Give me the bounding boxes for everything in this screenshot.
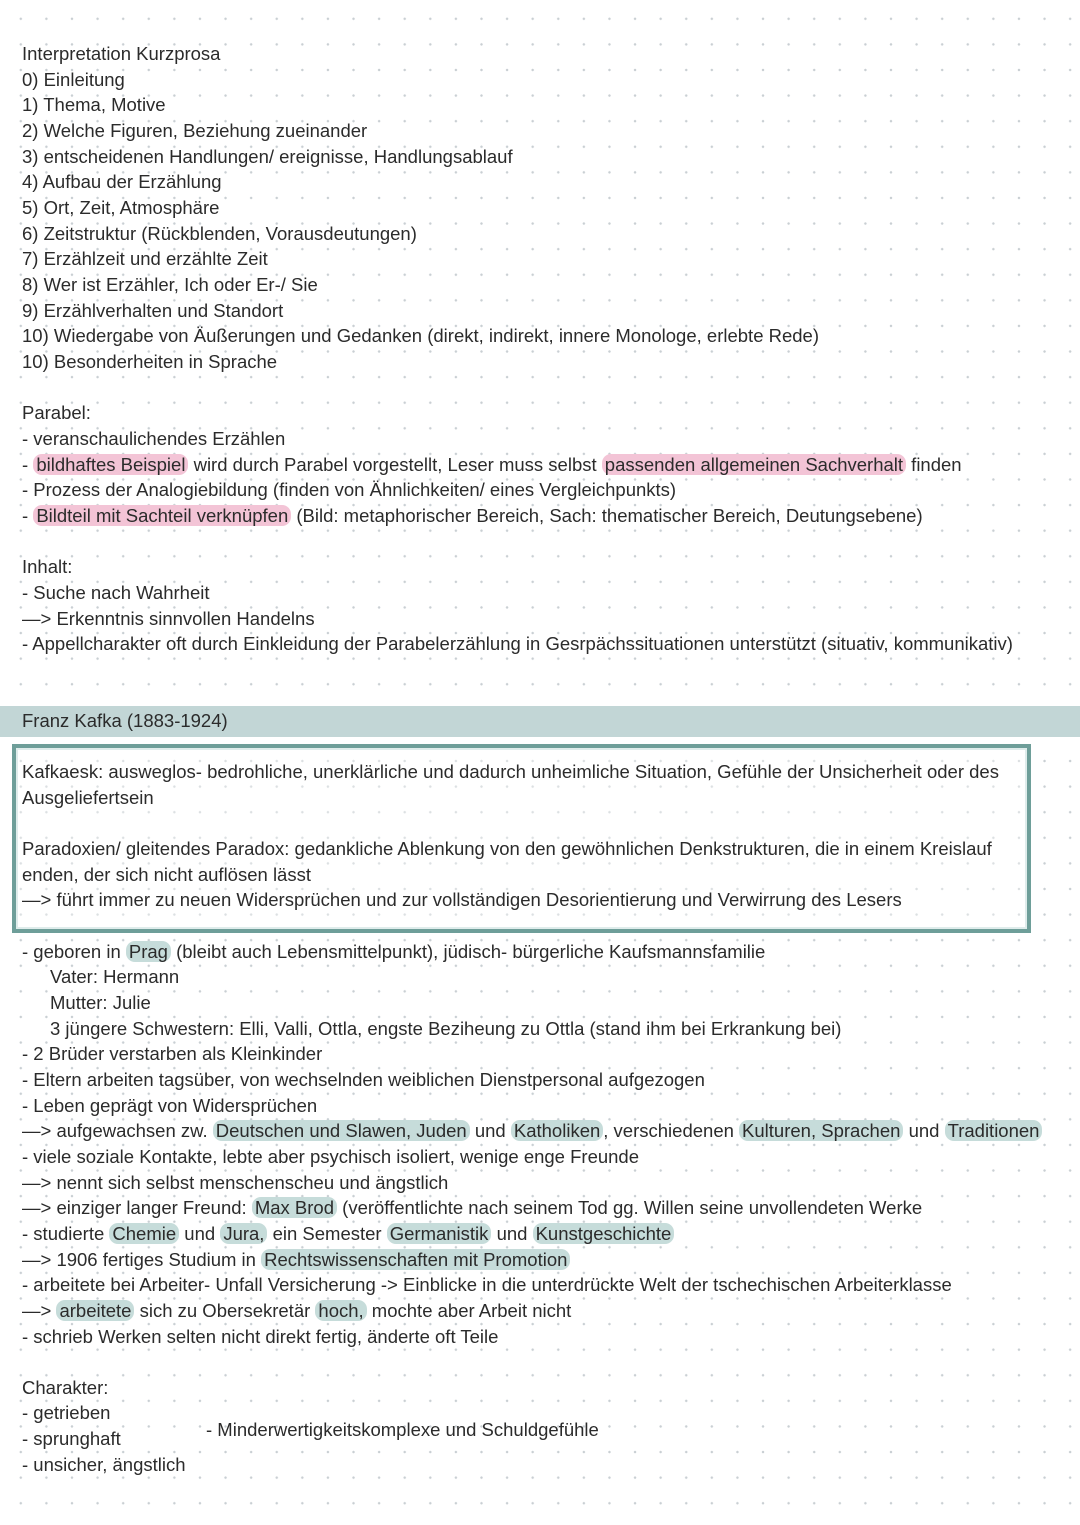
bio-line: 3 jüngere Schwestern: Elli, Valli, Ottla, engste Beziheung zu Ottla (stand ihm bei Erkrankung bei) [50,1018,842,1039]
charakter-item: - sprunghaft [22,1428,121,1449]
list-item: 9) Erzählverhalten und Standort [22,300,284,321]
highlight-pink: bildhaftes Beispiel [33,454,188,475]
bio-line: Mutter: Julie [50,992,151,1013]
text-segment: —> [22,1300,57,1321]
bio-line [22,1196,922,1220]
text-segment: mochte aber Arbeit nicht [366,1300,572,1321]
highlight-teal: hoch, [315,1300,366,1321]
inhalt-line: - Appellcharakter oft durch Einkleidung der Parabelerzählung in Gesrpächssituationen unterstützt (situativ, kommunikativ) [22,633,1013,654]
kafka-heading: Franz Kafka (1883-1924) [22,710,228,731]
list-item: 0) Einleitung [22,69,125,90]
paradox-definition: Paradoxien/ gleitendes Paradox: gedankliche Ablenkung von den gewöhnlichen Denkstrukturen, die in einem Kreislauf [22,838,992,859]
highlight-teal: Rechtswissenschaften mit Promotion [261,1249,570,1270]
bio-line: - 2 Brüder verstarben als Kleinkinder [22,1043,323,1064]
text-segment: wird durch Parabel vorgestellt, Leser muss selbst [188,454,602,475]
highlight-teal: Chemie [109,1223,179,1244]
section-title-interpretation: Interpretation Kurzprosa [22,43,221,64]
highlight-teal: Kulturen, Sprachen [739,1120,903,1141]
text-segment: - [22,505,34,526]
paradox-definition: —> führt immer zu neuen Widersprüchen und zur vollständigen Desorientierung und Verwirrung des Lesers [22,889,902,910]
text-segment: (Bild: metaphorischer Bereich, Sach: thematischer Bereich, Deutungsebene) [291,505,923,526]
charakter-side-note: - Minderwertigkeitskomplexe und Schuldgefühle [206,1419,599,1440]
highlight-teal: Deutschen und Slawen, Juden [213,1120,470,1141]
parabel-line: - veranschaulichendes Erzählen [22,428,286,449]
parabel-line [22,453,962,477]
inhalt-line: - Suche nach Wahrheit [22,582,210,603]
text-segment: und [469,1120,511,1141]
text-segment: —> einziger langer Freund: [22,1197,252,1218]
list-item: 3) entscheidenen Handlungen/ ereignisse, Handlungsablauf [22,146,513,167]
inhalt-title: Inhalt: [22,556,73,577]
bio-line [22,940,765,964]
text-segment: (veröffentlichte nach seinem Tod gg. Willen seine unvollendeten Werke [337,1197,923,1218]
text-segment: - studierte [22,1223,110,1244]
list-item: 5) Ort, Zeit, Atmosphäre [22,197,220,218]
kafkaesk-definition: Ausgeliefertsein [22,787,154,808]
inhalt-line: —> Erkenntnis sinnvollen Handelns [22,608,315,629]
charakter-item: - getrieben [22,1402,111,1423]
text-segment: , verschiedenen [603,1120,740,1141]
bio-line: —> nennt sich selbst menschenscheu und ängstlich [22,1172,449,1193]
bio-line: - viele soziale Kontakte, lebte aber psychisch isoliert, wenige enge Freunde [22,1146,640,1167]
text-segment: finden [906,454,962,475]
charakter-item: - unsicher, ängstlich [22,1454,186,1475]
text-segment: —> 1906 fertiges Studium in [22,1249,262,1270]
list-item: 10) Besonderheiten in Sprache [22,351,278,372]
highlight-teal: Katholiken [511,1120,603,1141]
bio-line [22,1248,570,1272]
bio-line [22,1119,1042,1143]
highlight-teal: Prag [126,941,171,962]
text-segment: - [22,454,34,475]
text-segment: und [491,1223,533,1244]
text-segment: und [903,1120,945,1141]
bio-line [22,1299,571,1323]
highlight-teal: Max Brod [252,1197,337,1218]
highlight-teal: Germanistik [387,1223,492,1244]
bio-line: - schrieb Werken selten nicht direkt fertig, änderte oft Teile [22,1326,499,1347]
bio-line: Vater: Hermann [50,966,180,987]
text-segment: ein Semester [267,1223,387,1244]
bio-line: - Leben geprägt von Widersprüchen [22,1095,318,1116]
highlight-teal: Jura, [220,1223,267,1244]
parabel-line [22,504,923,528]
list-item: 8) Wer ist Erzähler, Ich oder Er-/ Sie [22,274,318,295]
text-segment: sich zu Obersekretär [134,1300,316,1321]
text-segment: —> aufgewachsen zw. [22,1120,213,1141]
bio-line: - arbeitete bei Arbeiter- Unfall Versicherung -> Einblicke in die unterdrückte Welt der tschechischen Arbeiterklasse [22,1274,952,1295]
bio-line: - Eltern arbeiten tagsüber, von wechselnden weiblichen Dienstpersonal aufgezogen [22,1069,705,1090]
text-segment: und [179,1223,221,1244]
parabel-line: - Prozess der Analogiebildung (finden von Ähnlichkeiten/ eines Vergleichpunkts) [22,479,677,500]
highlight-teal: arbeitete [56,1300,134,1321]
bio-line [22,1222,674,1246]
list-item: 6) Zeitstruktur (Rückblenden, Vorausdeutungen) [22,223,417,244]
paradox-definition: enden, der sich nicht auflösen lässt [22,864,311,885]
kafkaesk-definition: Kafkaesk: ausweglos- bedrohliche, unerklärliche und dadurch unheimliche Situation, Gefühle der Unsicherheit oder des [22,761,999,782]
charakter-title: Charakter: [22,1377,109,1398]
highlight-pink: passenden allgemeinen Sachverhalt [602,454,906,475]
highlight-teal: Traditionen [945,1120,1043,1141]
highlight-pink: Bildteil mit Sachteil verknüpfen [33,505,291,526]
list-item: 4) Aufbau der Erzählung [22,171,222,192]
list-item: 2) Welche Figuren, Beziehung zueinander [22,120,368,141]
text-segment: (bleibt auch Lebensmittelpunkt), jüdisch- bürgerliche Kaufsmannsfamilie [170,941,766,962]
list-item: 7) Erzählzeit und erzählte Zeit [22,248,268,269]
parabel-title: Parabel: [22,402,91,423]
text-segment: - geboren in [22,941,126,962]
list-item: 10) Wiedergabe von Äußerungen und Gedanken (direkt, indirekt, innere Monologe, erlebte Rede) [22,325,820,346]
list-item: 1) Thema, Motive [22,94,166,115]
highlight-teal: Kunstgeschichte [533,1223,675,1244]
